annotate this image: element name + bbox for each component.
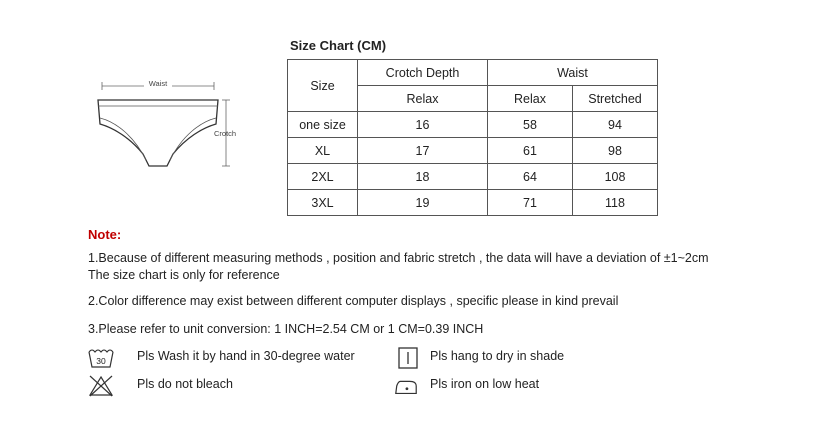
size-chart-table [287,59,658,216]
header-waist-stretched: Stretched [573,86,658,112]
cell-waist-relax: 58 [488,112,573,138]
care-wash-text: Pls Wash it by hand in 30-degree water [137,349,355,363]
header-size: Size [288,60,358,112]
cell-waist-relax: 64 [488,164,573,190]
header-waist: Waist [488,60,658,86]
header-crotch-depth: Crotch Depth [358,60,488,86]
hand-wash-icon [88,346,114,370]
cell-crotch-relax: 18 [358,164,488,190]
cell-waist-relax: 71 [488,190,573,216]
note-deviation: 1.Because of different measuring methods , position and fabric stretch , the data will have a deviation of ±1~2cm [88,251,709,265]
no-bleach-icon [88,374,114,398]
iron-low-heat-icon [393,374,419,398]
table-header-row [288,60,658,86]
care-bleach-text: Pls do not bleach [137,377,233,391]
table-row [288,138,658,164]
cell-crotch-relax: 17 [358,138,488,164]
cell-size: XL [288,138,358,164]
cell-waist-stretched: 108 [573,164,658,190]
cell-waist-relax: 61 [488,138,573,164]
note-reference: The size chart is only for reference [88,268,280,282]
garment-diagram [78,66,248,186]
header-crotch-relax: Relax [358,86,488,112]
cell-waist-stretched: 118 [573,190,658,216]
header-waist-relax: Relax [488,86,573,112]
crotch-label: Crotch [214,129,237,138]
care-hang-text: Pls hang to dry in shade [430,349,565,363]
cell-crotch-relax: 19 [358,190,488,216]
cell-size: 3XL [288,190,358,216]
note-title: Note: [88,227,122,242]
table-row [288,190,658,216]
note-color: 2.Color difference may exist between different computer displays , specific please in kind prevail [88,294,619,308]
cell-size: one size [288,112,358,138]
note-conversion: 3.Please refer to unit conversion: 1 INCH=2.54 CM or 1 CM=0.39 INCH [88,322,484,336]
wash-temperature: 30 [96,356,106,366]
waist-label: Waist [148,79,168,88]
cell-size: 2XL [288,164,358,190]
cell-crotch-relax: 16 [358,112,488,138]
cell-waist-stretched: 98 [573,138,658,164]
table-row [288,112,658,138]
care-iron-text: Pls iron on low heat [430,377,540,391]
size-chart-title: Size Chart (CM) [290,38,387,53]
table-row [288,164,658,190]
hang-dry-icon [395,346,421,370]
cell-waist-stretched: 94 [573,112,658,138]
